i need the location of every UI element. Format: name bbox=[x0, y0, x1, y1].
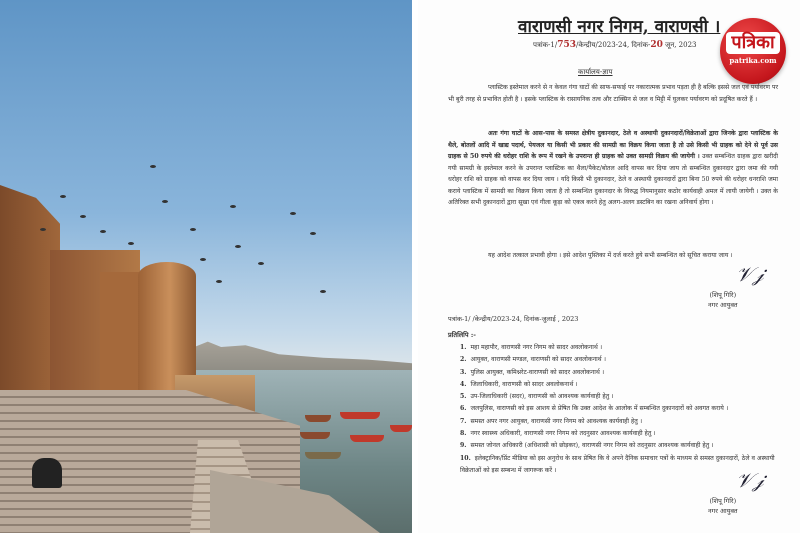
boat bbox=[300, 432, 330, 439]
boat bbox=[340, 412, 380, 419]
signatory-title: नगर आयुक्त bbox=[708, 301, 738, 309]
copy-item: 6. जलपुलिस, वाराणसी को इस आशय से प्रेषित कि उक्त आदेश के आलोक में सम्बन्धित दुकानदारों को अवगत कराये । bbox=[460, 405, 729, 413]
boat bbox=[350, 435, 384, 442]
reference-prefix: पत्रांक-1/ bbox=[533, 41, 558, 49]
patrika-logo bbox=[720, 18, 786, 84]
signatory-title: नगर आयुक्त bbox=[708, 507, 738, 515]
logo-domain: patrika.com bbox=[729, 56, 777, 65]
signature-mark: 𝒱𝒿 bbox=[736, 468, 764, 492]
copy-item: 8. नगर स्वास्थ्य अधिकारी, वाराणसी नगर निगम को तदनुसार आवश्यक कार्यवाही हेतु । bbox=[460, 430, 656, 438]
boat bbox=[305, 452, 341, 459]
copy-heading: प्रतिलिपि :- bbox=[448, 331, 476, 339]
signature-mark: 𝒱𝒿 bbox=[736, 262, 764, 286]
reference-number: 753 bbox=[557, 40, 577, 50]
reference-line-2: पत्रांक-1/ /केन्द्रीय/2023-24, दिनांक-जुलाई , 2023 bbox=[448, 315, 579, 323]
copy-item: 1. महा महापौर, वाराणसी नगर निगम को सादर अवलोकनार्थ । bbox=[460, 344, 603, 351]
copy-item: 2. आयुक्त, वाराणसी मण्डल, वाराणसी को सादर अवलोकनार्थ । bbox=[460, 356, 606, 364]
office-order-heading: कार्यालय-ज्ञाप bbox=[578, 68, 613, 76]
copy-item: 3. पुलिस आयुक्त, कमिश्नरेट-वाराणसी को सादर अवलोकनार्थ । bbox=[460, 368, 605, 376]
reference-suffix: /केन्द्रीय/2023-24, दिनांक- bbox=[576, 41, 651, 49]
paragraph-2 bbox=[448, 128, 778, 209]
boat bbox=[390, 425, 412, 432]
copy-item: 9. समस्त जोनल अधिकारी (अधिशासी को छोड़कर), वाराणसी नगर निगम को तदनुसार आवश्यक कार्यवाही हेतु । bbox=[460, 442, 714, 450]
signatory-name: (शिपू गिरि) bbox=[709, 291, 737, 299]
distant-city bbox=[190, 338, 412, 374]
municipal-order-document bbox=[418, 0, 800, 533]
copy-item: 5. उप-जिलाधिकारी (सदर), वाराणसी को आवश्यक कार्यवाही हेतु । bbox=[460, 393, 614, 401]
black-bag bbox=[32, 458, 62, 488]
signature-block bbox=[708, 290, 738, 310]
signatory-name: (शिपू गिरि) bbox=[709, 497, 737, 505]
boat bbox=[305, 415, 331, 422]
paragraph-1: प्लास्टिक इस्तेमाल करने से न केवल गंगा घाटों की साफ-सफाई पर नकारात्मक प्रभाव पड़ता ही है बल्कि इससे जल एवं पर्यावरण पर भी बुरी तरह से प्रभावित होती है । इसके प्लास्टिक के रासायनिक तत्व और टाक्सिन से जल व मिट्टी में घुलकर पर्यावरण को प्रदूषित करते हैं । bbox=[448, 84, 778, 103]
document-title: वाराणसी नगर निगम, वाराणसी । bbox=[518, 17, 721, 37]
reference-day: 20 bbox=[650, 40, 663, 50]
paragraph-2-rest: उक्त सम्बन्धित ग्राहक द्वारा खरीदी गयी सामग्री के इस्तेमाल करने के उपरान्त प्लास्टिक का थैला/पैकेट/बोतल आदि वापस कर दिया जाय तो सम्बन्धित दुकानदार द्वारा जमा की गयी धरोहर राशि को ग्राहक को वापस कर दिया जाय । यदि किसी भी दुकानदार, ठेले व अस्थायी दुकानदारों द्वारा बिना 50 रुपये की धरोहर धनराशि जमा कराये प्लास्टिक में सामग्री का विक्रय किया जाता है तो सम्बन्धित दुकानदार के विरुद्ध नियमानुसार कठोर कार्यवाही अमल में लायी जायेगी । उक्त के अतिरिक्त सभी दुकानदारों द्वारा सूखा एवं गीला कूड़ा को एकत्र करने हेतु अलग-अलग डस्टबिन का रखना अनिवार्य होगा । bbox=[448, 153, 778, 206]
reference-line bbox=[533, 40, 696, 50]
signature-block-2 bbox=[708, 496, 738, 516]
copy-item: 10. इलेक्ट्रानिक/प्रिंट मीडिया को इस अनुरोध के साथ प्रेषित कि वे अपने दैनिक समाचार पत्रों के माध्यम से समस्त दुकानदारों, ठेले व अस्थायी विक्रेताओं को इस सम्बन्ध में जागरूक करें । bbox=[460, 454, 775, 474]
paragraph-2-bold: अतः गंगा घाटों के आस-पास के समस्त क्षेत्रीय दुकानदार, ठेले व अस्थायी दुकानदारों/विक्रेताओं द्वारा जिनके द्वारा प्लास्टिक के थैले, बोतलों आदि में खाद्य पदार्थ, पेयजल या किसी भी प्रकार की सामग्री का विक्रय किया जाता है तो उसे किसी भी ग्राहक को देने से पूर्व उस ग्राहक से 50 रुपये की धरोहर राशि के रूप में रखने के उपरान्त ही ग्राहक को उक्त सामग्री विक्रय की जायेगी । bbox=[448, 130, 778, 160]
copy-item: 7. समस्त अपर नगर आयुक्त, वाराणसी नगर निगम को आवश्यक कार्यवाही हेतु । bbox=[460, 417, 643, 425]
copy-list bbox=[460, 342, 780, 477]
reference-date: जून, 2023 bbox=[665, 41, 697, 49]
logo-name: पत्रिका bbox=[726, 32, 780, 54]
paragraph-3: यह आदेश तत्काल प्रभावी होगा । इसे आदेश पुस्तिका में दर्ज करते हुये सभी सम्बन्धित को सूचित कराया जाय । bbox=[488, 252, 733, 259]
copy-item: 4. जिलाधिकारी, वाराणसी को सादर अवलोकनार्थ । bbox=[460, 380, 578, 388]
